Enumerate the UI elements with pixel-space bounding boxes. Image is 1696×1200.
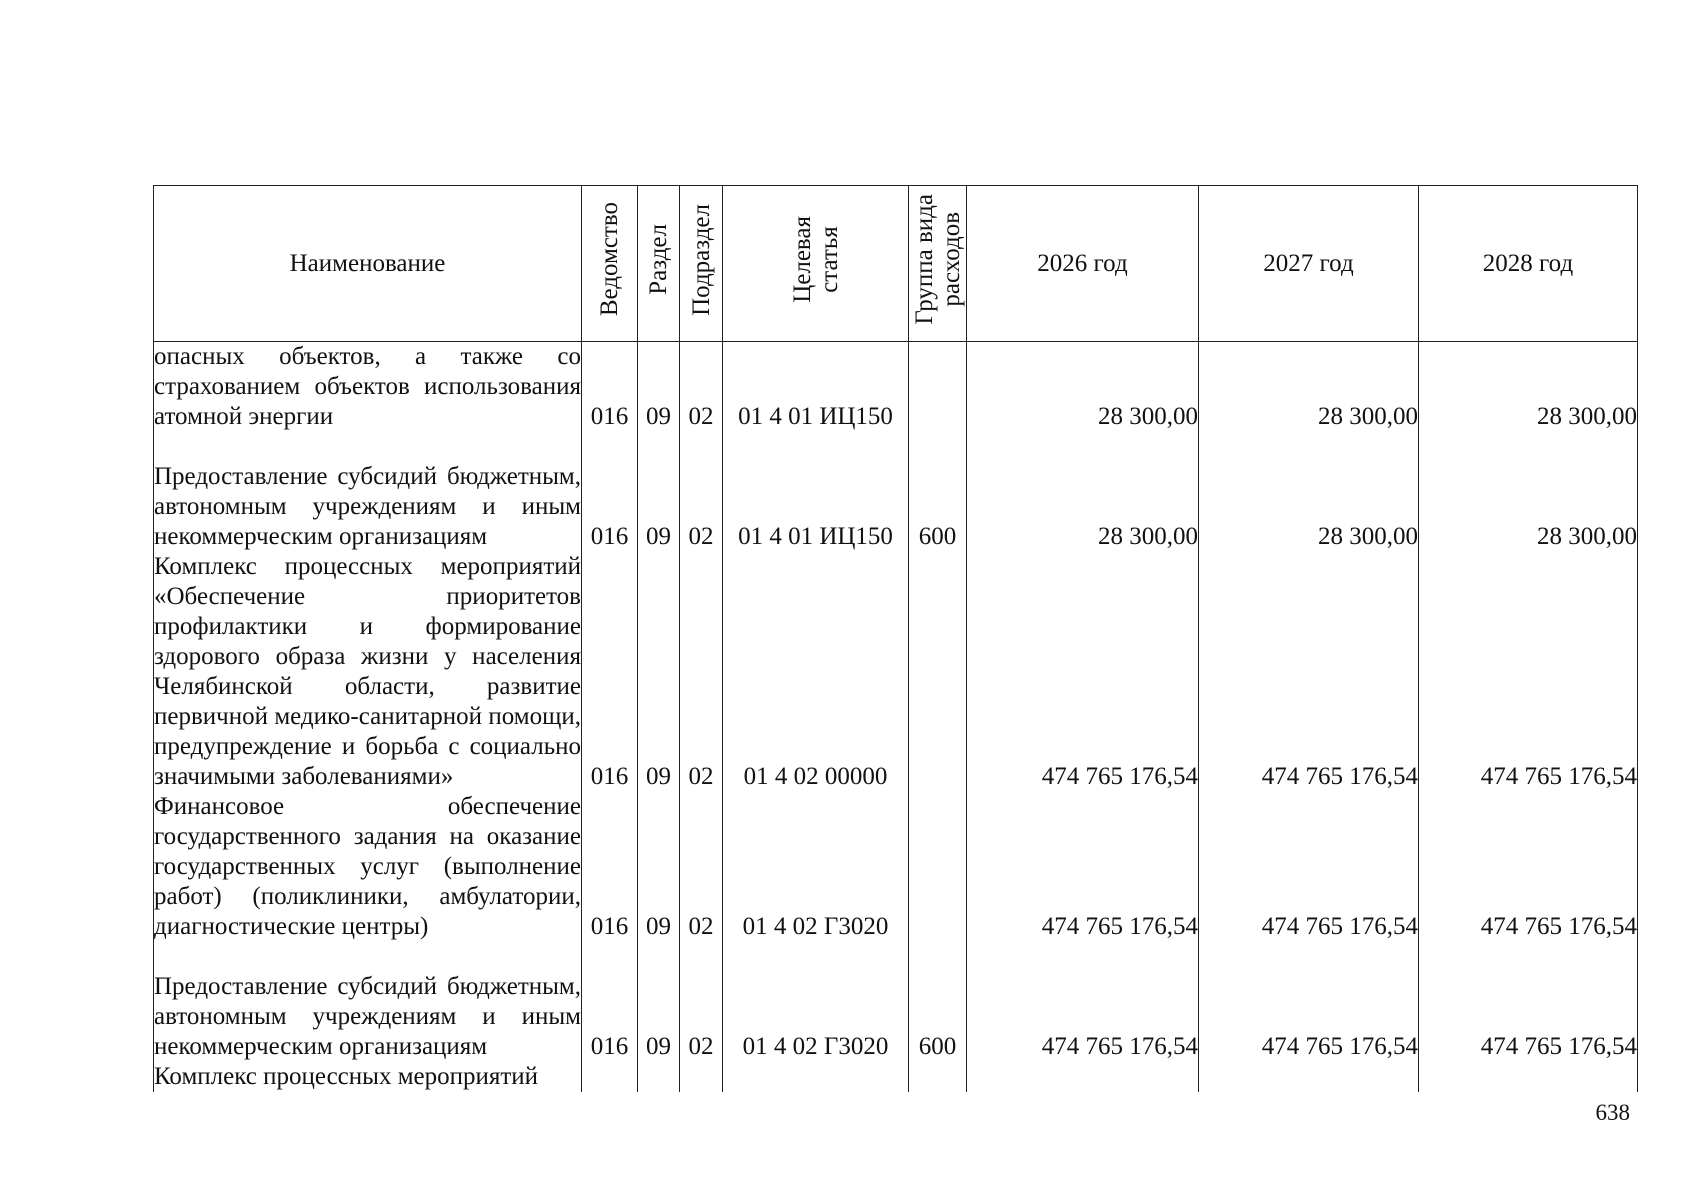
row-gruppa: 600 (909, 432, 967, 552)
row-podrazdel: 02 (680, 942, 723, 1062)
header-vedomstvo: Ведомство (582, 186, 638, 342)
row-2026: 474 765 176,54 (967, 792, 1199, 942)
row-2028: 474 765 176,54 (1419, 552, 1638, 792)
row-tselevaya-statya: 01 4 02 Г3020 (723, 792, 909, 942)
row-vedomstvo: 016 (582, 432, 638, 552)
table-row (154, 342, 1638, 433)
row-gruppa (909, 552, 967, 792)
row-podrazdel: 02 (680, 342, 723, 433)
row-2027: 474 765 176,54 (1199, 942, 1419, 1062)
row-gruppa (909, 1062, 967, 1092)
row-2026: 28 300,00 (967, 342, 1199, 433)
row-vedomstvo: 016 (582, 792, 638, 942)
header-razdel: Раздел (638, 186, 680, 342)
header-2027: 2027 год (1199, 186, 1419, 342)
table-row (154, 942, 1638, 1062)
row-2028 (1419, 1062, 1638, 1092)
row-vedomstvo: 016 (582, 552, 638, 792)
row-podrazdel (680, 1062, 723, 1092)
row-name: Предоставление субсидий бюджетным, автономным учреждениям и иным некоммерческим организациям (154, 942, 582, 1062)
row-podrazdel: 02 (680, 432, 723, 552)
row-tselevaya-statya (723, 1062, 909, 1092)
row-razdel (638, 1062, 680, 1092)
row-razdel: 09 (638, 942, 680, 1062)
header-2026: 2026 год (967, 186, 1199, 342)
row-tselevaya-statya: 01 4 01 ИЦ150 (723, 342, 909, 433)
row-name: опасных объектов, а также со страхованием объектов использования атомной энергии (154, 343, 581, 430)
row-2028: 28 300,00 (1419, 342, 1638, 433)
row-name: Финансовое обеспечение государственного задания на оказание государственных услуг (выполнение работ) (поликлиники, амбулатории, диагностические центры) (154, 793, 581, 940)
header-gruppa-vida-rashodov: Группа вида расходов (909, 186, 967, 342)
row-razdel: 09 (638, 552, 680, 792)
row-vedomstvo: 016 (582, 342, 638, 433)
row-vedomstvo: 016 (582, 942, 638, 1062)
header-tselevaya-statya: Целевая статья (723, 186, 909, 342)
row-2028: 474 765 176,54 (1419, 792, 1638, 942)
row-2027: 28 300,00 (1199, 432, 1419, 552)
row-2026: 474 765 176,54 (967, 552, 1199, 792)
row-razdel: 09 (638, 342, 680, 433)
row-podrazdel: 02 (680, 792, 723, 942)
row-razdel: 09 (638, 792, 680, 942)
table-row (154, 432, 1638, 552)
row-gruppa: 600 (909, 942, 967, 1062)
row-name: Предоставление субсидий бюджетным, автономным учреждениям и иным некоммерческим организациям (154, 432, 582, 552)
row-2028: 474 765 176,54 (1419, 942, 1638, 1062)
row-tselevaya-statya: 01 4 02 Г3020 (723, 942, 909, 1062)
row-name: Комплекс процессных мероприятий «Обеспечение приоритетов профилактики и формирование здорового образа жизни у населения Челябинской области, развитие первичной медико-санитарной помощи, предупреждение и борьба с социально значимыми заболеваниями» (154, 553, 581, 790)
row-gruppa (909, 792, 967, 942)
page-number: 638 (1595, 1100, 1630, 1125)
row-tselevaya-statya: 01 4 02 00000 (723, 552, 909, 792)
row-2028: 28 300,00 (1419, 432, 1638, 552)
row-2027: 474 765 176,54 (1199, 792, 1419, 942)
table-row (154, 1062, 1638, 1092)
row-2027: 474 765 176,54 (1199, 552, 1419, 792)
row-tselevaya-statya: 01 4 01 ИЦ150 (723, 432, 909, 552)
table-header-row (154, 186, 1638, 342)
header-name: Наименование (154, 186, 582, 342)
table-row (154, 792, 1638, 942)
row-2026 (967, 1062, 1199, 1092)
row-name: Комплекс процессных мероприятий (154, 1062, 582, 1092)
row-vedomstvo (582, 1062, 638, 1092)
row-2027 (1199, 1062, 1419, 1092)
row-2026: 474 765 176,54 (967, 942, 1199, 1062)
row-podrazdel: 02 (680, 552, 723, 792)
row-2027: 28 300,00 (1199, 342, 1419, 433)
table-row (154, 552, 1638, 792)
header-podrazdel: Подраздел (680, 186, 723, 342)
budget-table (153, 185, 1638, 1092)
header-2028: 2028 год (1419, 186, 1638, 342)
row-gruppa (909, 342, 967, 433)
row-razdel: 09 (638, 432, 680, 552)
row-2026: 28 300,00 (967, 432, 1199, 552)
